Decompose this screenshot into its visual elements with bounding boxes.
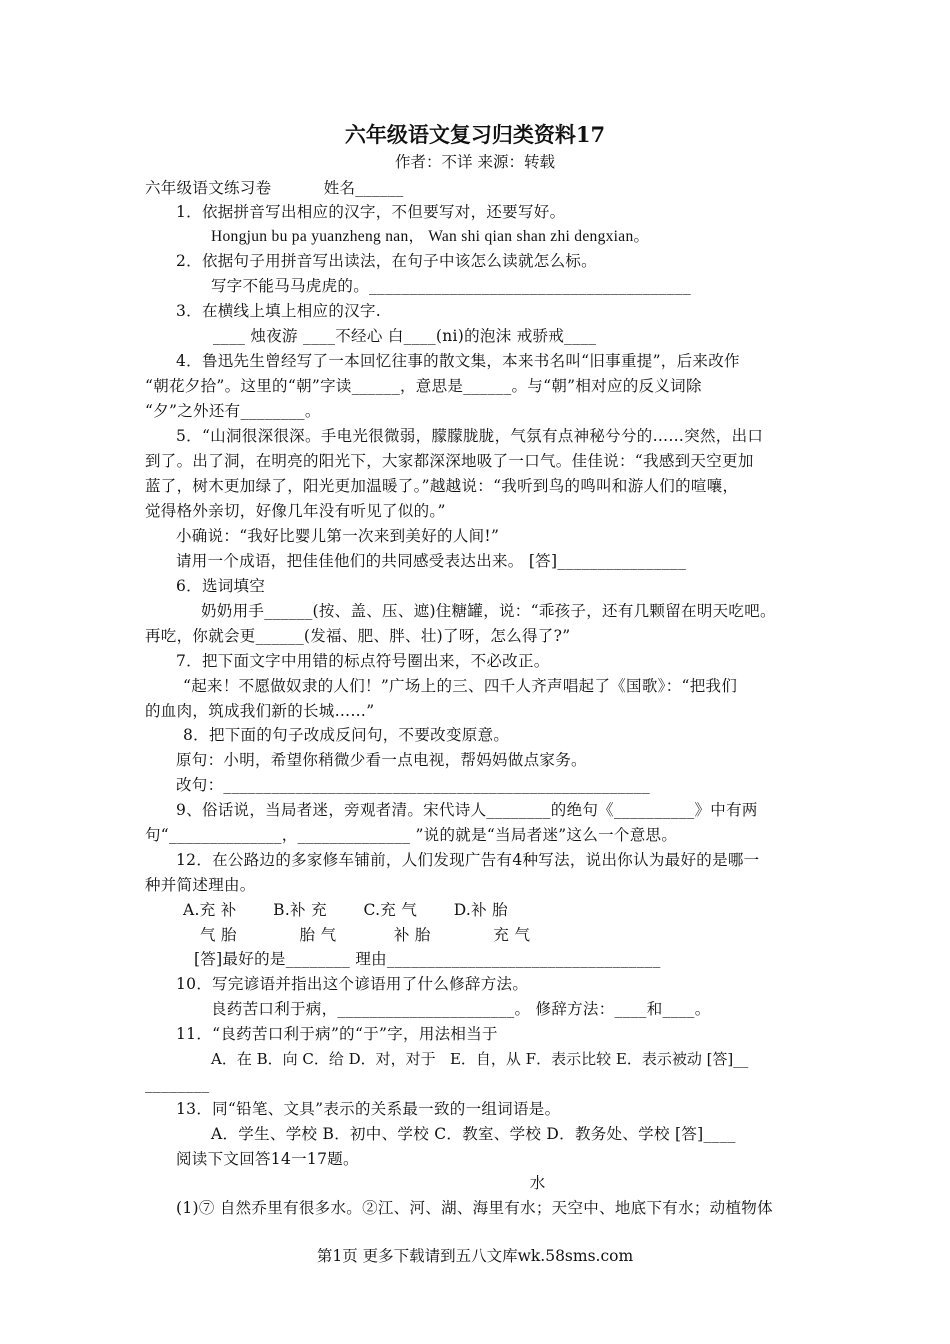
question-7: 7．把下面文字中用错的标点符号圈出来，不必改正。 bbox=[176, 652, 550, 670]
reading-title: 水 bbox=[529, 1174, 546, 1192]
question-11-options: A．在 B．向 C．给 D．对，对于 E．自，从 F．表示比较 E．表示被动 [答]__ bbox=[211, 1050, 749, 1068]
question-7-line-2: 的血肉，筑成我们新的长城……” bbox=[145, 702, 375, 720]
question-6: 6．选词填空 bbox=[176, 577, 266, 595]
question-12-line-1: 12．在公路边的多家修车铺前，人们发现广告有4种写法，说出你认为最好的是哪一 bbox=[176, 851, 760, 869]
question-4-line-1: 4．鲁迅先生曾经写了一本回忆往事的散文集，本来书名叫“旧事重提”，后来改作 bbox=[176, 352, 740, 370]
question-3: 3．在横线上填上相应的汉字. bbox=[176, 302, 381, 320]
question-5-line-3: 蓝了，树木更加绿了，阳光更加温暖了。”越越说：“我听到鸟的鸣叫和游人们的喧嚷， bbox=[145, 477, 739, 495]
pinyin-line: Hongjun bu pa yuanzheng nan， Wan shi qian shan zhi dengxian。 bbox=[211, 228, 650, 245]
question-5-line-4: 觉得格外亲切，好像几年没有听见了似的。” bbox=[145, 502, 446, 520]
question-12-options-1: A.充 补 B.补 充 C.充 气 D.补 胎 bbox=[183, 901, 508, 919]
header-line: 六年级语文练习卷 姓名______ bbox=[145, 179, 404, 197]
question-5-answer: 请用一个成语，把佳佳他们的共同感受表达出来。 [答]________________ bbox=[176, 552, 687, 570]
question-9-line-2: 句“______________，______________ ”说的就是“当局者迷”这么一个意思。 bbox=[145, 826, 678, 844]
question-2-blank: 写字不能马马虎虎的。________________________________________ bbox=[211, 277, 692, 295]
question-1: 1．依据拼音写出相应的汉字，不但要写对，还要写好。 bbox=[176, 203, 566, 221]
doc-subtitle: 作者：不详 来源：转载 bbox=[395, 153, 555, 171]
question-11-options-cont: ________ bbox=[145, 1075, 210, 1093]
question-12-options-2: 气 胎 胎 气 补 胎 充 气 bbox=[200, 926, 531, 944]
question-2: 2．依据句子用拼音写出读法，在句子中该怎么读就怎么标。 bbox=[176, 252, 597, 270]
question-4-line-2: “朝花夕拾”。这里的“朝”字读______，意思是______。与“朝”相对应的反义词除 bbox=[145, 377, 702, 395]
question-13-options: A．学生、学校 B．初中、学校 C．教室、学校 D．教务处、学校 [答]____ bbox=[211, 1125, 736, 1143]
question-3-blanks: ____ 烛夜游 ____不经心 白____(ni)的泡沫 戒骄戒____ bbox=[213, 327, 597, 345]
question-6-line-2: 再吃，你就会更______(发福、肥、胖、壮)了呀，怎么得了?” bbox=[145, 627, 571, 645]
question-9-line-1: 9、俗话说，当局者迷，旁观者清。宋代诗人________的绝句《__________》中有两 bbox=[176, 801, 758, 819]
question-5-line-1: 5．“山洞很深很深。手电光很微弱，朦朦胧胧，气氛有点神秘兮兮的……突然，出口 bbox=[176, 427, 764, 445]
reading-paragraph-1: (1)⑦ 自然乔里有很多水。②江、河、湖、海里有水；天空中、地底下有水；动植物体 bbox=[176, 1199, 773, 1217]
reading-intro: 阅读下文回答14一17题。 bbox=[176, 1150, 359, 1168]
question-11: 11．“良药苦口利于病”的“于”字，用法相当于 bbox=[176, 1025, 498, 1043]
question-6-line-1: 奶奶用手______(按、盖、压、遮)住糖罐，说：“乖孩子，还有几颗留在明天吃吧。 bbox=[201, 602, 776, 620]
question-8-original: 原句：小明，希望你稍微少看一点电视，帮妈妈做点家务。 bbox=[176, 751, 587, 769]
question-13: 13．同“铅笔、文具”表示的关系最一致的一组词语是。 bbox=[176, 1100, 561, 1118]
question-5-line-5: 小确说：“我好比婴儿第一次来到美好的人间!” bbox=[176, 527, 500, 545]
doc-title: 六年级语文复习归类资料17 bbox=[344, 122, 606, 147]
question-5-line-2: 到了。出了洞，在明亮的阳光下，大家都深深地吸了一口气。佳佳说：“我感到天空更加 bbox=[145, 452, 754, 470]
question-10: 10．写完谚语并指出这个谚语用了什么修辞方法。 bbox=[176, 975, 529, 993]
page-footer: 第1页 更多下载请到五八文库wk.58sms.com bbox=[316, 1247, 634, 1265]
question-8-rewrite: 改句：_____________________________________________________ bbox=[176, 776, 651, 794]
question-4-line-3: “夕”之外还有________。 bbox=[145, 402, 321, 420]
question-8: 8．把下面的句子改成反问句，不要改变原意。 bbox=[183, 726, 510, 744]
question-12-line-2: 种并简述理由。 bbox=[145, 876, 256, 894]
question-12-answer: [答]最好的是________ 理由__________________________________ bbox=[194, 950, 661, 968]
question-7-line-1: “起来！不愿做奴隶的人们！”广场上的三、四千人齐声唱起了《国歌》：“把我们 bbox=[183, 677, 738, 695]
question-10-line-1: 良药苦口利于病，______________________。 修辞方法：____和____。 bbox=[211, 1000, 711, 1018]
